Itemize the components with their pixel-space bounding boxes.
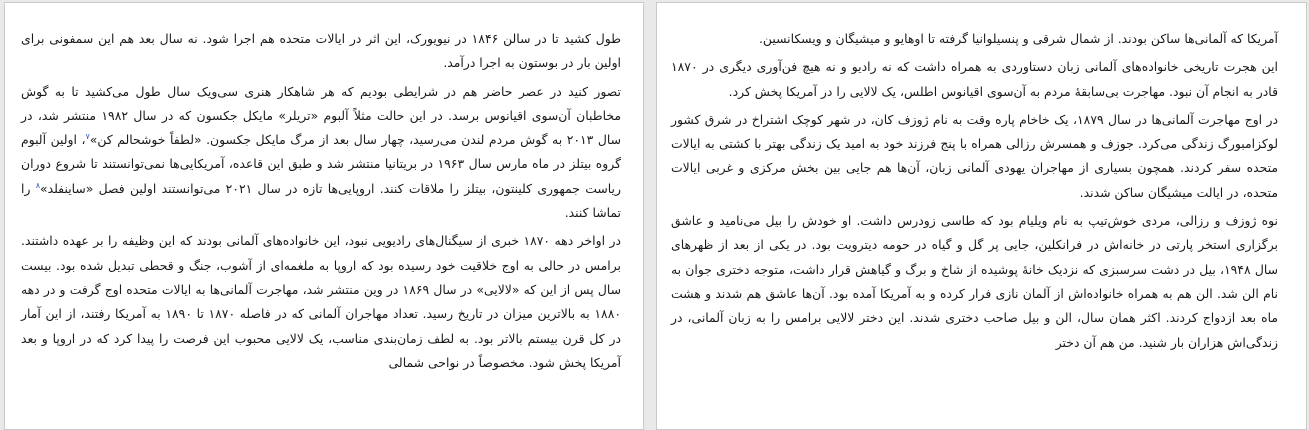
left-paragraph-2 [21,80,621,226]
left-paragraph-1: طول کشید تا در سالن ۱۸۴۶ در نیویورک، این اثر در ایالات متحده هم اجرا شود. نه سال بعد هم این سمفونی برای اولین بار در بوستون به اجرا درآمد. [21,31,621,71]
left-paragraph-2-text: تصور کنید در عصر حاضر هم در شرایطی بودیم که هر شاهکار هنری سی‌ویک سال طول می‌کشید تا به گوش مخاطبان آن‌سوی اقیانوس برسد. در این حالت مثلاً آلبوم «تریلر» مایکل جکسون که در سال ۱۹۸۲ منتشر شد، در سال ۲۰۱۳ به گوش مردم لندن می‌رسید، چهار سال بعد از مرگ مایکل جکسون. «لطفاً خوشحالم کن» [21,83,622,148]
left-page [4,2,644,430]
right-paragraph-2: این هجرت تاریخی خانواده‌های آلمانی زبان دستاوردی به همراه داشت که نه رادیو و نه هیچ فن‌آوری دیگری در ۱۸۷۰ قادر به انجام آن نبود. مهاجرت بی‌سابقهٔ مردم به آن‌سوی اقیانوس اطلس، یک لالایی را در آمریکا پخش کرد. [671,59,1278,99]
left-paragraph-3: در اواخر دهه ۱۸۷۰ خبری از سیگنال‌های رادیویی نبود، این خانواده‌های آلمانی بودند که این وظیفه را بر عهده داشتند. برامس در حالی به اوج خلاقیت خود رسیده بود که اروپا به ملغمه‌ای از آشوب، جنگ و قحطی تبدیل شده بود. بیست سال پس از این که «لالایی» در سال ۱۸۶۹ در وین منتشر شد، مهاجرت آلمانی‌ها به ایالات متحده اوج گرفت و در دهه ۱۸۸۰ به بالاترین میزان در تاریخ رسید. تعداد مهاجران آلمانی که در فاصله ۱۸۷۰ تا ۱۸۹۰ به آمریکا رفتند، از این آمار در کل قرن بیستم بالاتر بود. به لطف زمان‌بندی مناسب، یک لالایی محبوب این فرصت را پیدا کرد که در اروپا و بعد آمریکا پخش شود. مخصوصاً در نواحی شمالی [21,233,622,370]
right-paragraph-4: نوه ژوزف و رزالی، مردی خوش‌تیپ به نام ویلیام بود که طاسی زودرس داشت. او خودش را بیل می‌نامید و عاشق برگزاری استخر پارتی در خانه‌اش در فرانکلین، جایی پر گل و گیاه در حومه دیترویت بود. در یکی از بعد از ظهرهای سال ۱۹۴۸، بیل در دشت سرسبزی که نزدیک خانهٔ پوشیده از شاخ و برگ و گیاهش قرار داشت، متوجه دختری جوان به نام الن شد. الن هم به همراه خانواده‌اش از آلمان نازی فرار کرده و به آمریکا آمده بود. آن‌ها عاشق هم شدند و هشت ماه بعد ازدواج کردند. اکثر همان سال، الن و بیل صاحب دختری شدند. این دختر لالایی برامس را به زبان آلمانی، در زندگی‌اش هزاران بار شنید. من هم آن دختر [671,213,1278,350]
footnote-ref-8[interactable]: ۸ [35,180,40,190]
right-page [656,2,1307,430]
right-paragraph-1: آمریکا که آلمانی‌ها ساکن بودند. از شمال شرقی و پنسیلوانیا گرفته تا اوهایو و میشیگان و ویسکانسین. [758,31,1278,46]
left-paragraph-2-tail: ، اولین آلبوم گروه بیتلز در ماه مارس سال ۱۹۶۳ در بریتانیا منتشر شد و طبق این قاعده، آمریکایی‌ها نمی‌توانستند تا شروع دوران ریاست جمهوری کلینتون، بیتلز را ملاقات کنند. اروپایی‌ها تازه در سال ۲۰۲۱ می‌توانستند اولین فصل «ساینفلد» [21,132,622,196]
right-paragraph-3: در اوج مهاجرت آلمانی‌ها در سال ۱۸۷۹، یک خاخام پاره وقت به نام ژوزف کان، در شهر کوچک اشتراخ در شرق کشور لوکزامبورگ زندگی می‌کرد. جوزف و همسرش رزالی همراه با پنج فرزند خود به امید یک زندگی بهتر با کشتی به ایالات متحده سفر کردند. همچون بسیاری از مهاجران یهودی آلمانی زبان، آن‌ها هم جایی بین بخش مرکزی و غربی ایالات متحده، در ایالت میشیگان ساکن شدند. [671,111,1278,200]
left-paragraph-2-end: را تماشا کنند. [21,180,621,221]
footnote-ref-7[interactable]: ۷ [85,132,90,142]
